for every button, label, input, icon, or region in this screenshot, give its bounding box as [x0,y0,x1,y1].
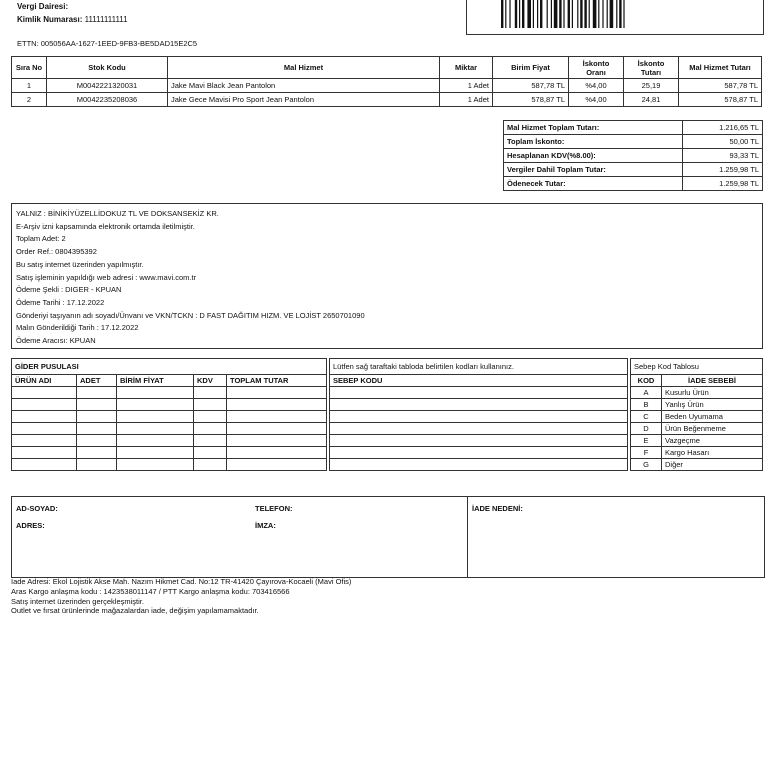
col-header: TOPLAM TUTAR [227,375,327,387]
totals-value: 93,33 TL [683,149,763,163]
table-cell: M0042235208036 [47,93,168,107]
phone-label: TELEFON: [255,504,293,513]
blank-cell[interactable] [12,411,77,423]
reason-row [631,399,763,411]
reason-text: Kargo Hasarı [662,447,763,459]
reason-row [631,447,763,459]
totals-row [504,149,763,163]
footer-line: Satış internet üzerinden gerçekleşmiştir. [11,597,144,606]
totals-row [504,177,763,191]
totals-label: Hesaplanan KDV(%8.00): [504,149,683,163]
barcode-image [501,0,691,28]
reason-text: Yanlış Ürün [662,399,763,411]
reason-row [631,423,763,435]
blank-cell[interactable] [194,447,227,459]
table-cell: 578,87 TL [493,93,569,107]
table-cell: Jake Gece Mavisi Pro Sport Jean Pantolon [168,93,440,107]
return-reason-label: İADE NEDENİ: [472,504,523,513]
id-number-label: Kimlik Numarası: [17,15,83,24]
reason-text: Vazgeçme [662,435,763,447]
blank-cell[interactable] [227,447,327,459]
col-header: Stok Kodu [47,57,168,79]
blank-cell[interactable] [77,423,117,435]
blank-cell[interactable] [12,459,77,471]
blank-cell[interactable] [12,399,77,411]
table-row [12,79,762,93]
totals-value: 50,00 TL [683,135,763,149]
note-line: Gönderiyi taşıyanın adı soyadı/Ünvanı ve VKN/TCKN : D FAST DAĞITIM HIZM. VE LOJİST 2650701090 [16,310,365,320]
blank-cell[interactable] [227,423,327,435]
blank-cell[interactable] [194,459,227,471]
reason-code: D [631,423,662,435]
footer-line: Aras Kargo anlaşma kodu : 1423538011147 / PTT Kargo anlaşma kodu: 703416566 [11,587,290,596]
blank-row [12,387,327,399]
blank-cell[interactable] [194,387,227,399]
blank-cell[interactable] [194,423,227,435]
blank-cell[interactable] [77,399,117,411]
reason-text: Diğer [662,459,763,471]
col-header: Mal Hizmet Tutarı [679,57,762,79]
blank-cell[interactable] [194,399,227,411]
table-cell: 587,78 TL [679,79,762,93]
totals-label: Toplam İskonto: [504,135,683,149]
note-line: Ödeme Tarihi : 17.12.2022 [16,297,105,307]
blank-row [330,459,628,471]
footer-line: İade Adresi: Ekol Lojistik Akse Mah. Nazım Hikmet Cad. No:12 TR-41420 Çayırova-Kocaeli (Mavi Ofis) [11,577,352,586]
table-cell: 587,78 TL [493,79,569,93]
reason-code: A [631,387,662,399]
col-header: Mal Hizmet [168,57,440,79]
reason-row [631,435,763,447]
blank-row [12,423,327,435]
name-label: AD-SOYAD: [16,504,58,513]
reason-text: Kusurlu Ürün [662,387,763,399]
col-header: İskonto Tutarı [624,57,679,79]
table-cell: %4,00 [569,79,624,93]
note-line: Satış işleminin yapıldığı web adresi : www.mavi.com.tr [16,272,197,282]
blank-cell[interactable] [117,411,194,423]
barcode-box [466,0,764,35]
reason-code-table [329,358,628,471]
note-line: Order Ref.: 0804395392 [16,247,97,257]
table-cell: M0042221320031 [47,79,168,93]
totals-label: Vergiler Dahil Toplam Tutar: [504,163,683,177]
notes-box [11,203,763,349]
table-cell: 578,87 TL [679,93,762,107]
blank-cell[interactable] [117,387,194,399]
reason-code: G [631,459,662,471]
id-number-line [17,15,128,24]
reason-code: F [631,447,662,459]
col-header: Miktar [440,57,493,79]
reason-row [631,459,763,471]
blank-row [330,435,628,447]
items-header-row [12,57,762,79]
totals-row [504,121,763,135]
reason-code-header: SEBEP KODU [330,375,628,387]
blank-cell[interactable] [330,447,628,459]
blank-cell[interactable] [117,435,194,447]
blank-cell[interactable] [12,423,77,435]
totals-row [504,135,763,149]
footer-line: Outlet ve fırsat ürünlerinde mağazalardan iade, değişim yapılamamaktadır. [11,606,259,615]
blank-row [12,447,327,459]
reason-code: E [631,435,662,447]
expense-slip-title: GİDER PUSULASI [12,359,327,375]
blank-cell[interactable] [227,411,327,423]
reason-text: Ürün Beğenmeme [662,423,763,435]
blank-cell[interactable] [12,447,77,459]
divider [467,497,468,577]
table-cell: Jake Mavi Black Jean Pantolon [168,79,440,93]
col-header: KOD [631,375,662,387]
blank-cell[interactable] [77,447,117,459]
col-header: Birim Fiyat [493,57,569,79]
address-label: ADRES: [16,521,45,530]
blank-cell[interactable] [330,435,628,447]
blank-cell[interactable] [117,399,194,411]
blank-cell[interactable] [227,435,327,447]
reason-lookup-title: Sebep Kod Tablosu [631,359,763,375]
blank-cell[interactable] [12,435,77,447]
blank-cell[interactable] [77,435,117,447]
id-number-value: 11111111111 [84,15,128,24]
reason-row [631,387,763,399]
blank-cell[interactable] [77,387,117,399]
blank-cell[interactable] [117,423,194,435]
blank-cell[interactable] [330,411,628,423]
blank-cell[interactable] [117,447,194,459]
table-cell: %4,00 [569,93,624,107]
blank-row [12,435,327,447]
col-header: İADE SEBEBİ [662,375,763,387]
blank-cell[interactable] [227,399,327,411]
totals-value: 1.259,98 TL [683,177,763,191]
items-table [11,56,762,107]
totals-table [503,120,763,191]
blank-row [330,399,628,411]
note-line: Ödeme Şekli : DIGER - KPUAN [16,285,122,295]
blank-cell[interactable] [77,459,117,471]
blank-cell[interactable] [77,411,117,423]
blank-row [12,399,327,411]
blank-row [12,459,327,471]
table-cell: 2 [12,93,47,107]
reason-instruction: Lütfen sağ taraftaki tabloda belirtilen kodları kullanınız. [330,359,628,375]
tax-office-label: Vergi Dairesi: [17,2,69,11]
blank-cell[interactable] [194,435,227,447]
blank-cell[interactable] [330,399,628,411]
table-cell: 1 Adet [440,93,493,107]
reason-code: C [631,411,662,423]
totals-value: 1.216,65 TL [683,121,763,135]
totals-row [504,163,763,177]
totals-label: Ödenecek Tutar: [504,177,683,191]
ettn: ETTN: 005056AA-1627-1EED-9FB3-BE5DAD15E2C5 [17,39,198,48]
table-cell: 25,19 [624,79,679,93]
note-line: Ödeme Aracısı: KPUAN [16,336,96,345]
table-cell: 1 Adet [440,79,493,93]
blank-row [12,411,327,423]
note-line: YALNIZ : BİNİKİYÜZELLİDOKUZ TL VE DOKSANSEKİZ KR. [16,209,219,218]
blank-cell[interactable] [117,459,194,471]
col-header: Sıra No [12,57,47,79]
signature-label: İMZA: [255,521,276,530]
blank-row [330,387,628,399]
blank-row [330,423,628,435]
col-header: ADET [77,375,117,387]
note-line: Bu satış internet üzerinden yapılmıştır. [16,259,144,269]
return-form-box [11,496,765,578]
blank-row [330,447,628,459]
col-header: ÜRÜN ADI [12,375,77,387]
col-header: KDV [194,375,227,387]
blank-row [330,411,628,423]
note-line: E-Arşiv izni kapsamında elektronik ortamda iletilmiştir. [16,221,195,231]
reason-lookup-table [630,358,763,471]
totals-value: 1.259,98 TL [683,163,763,177]
blank-cell[interactable] [330,423,628,435]
expense-slip-table [11,358,327,471]
reason-code: B [631,399,662,411]
blank-cell[interactable] [12,387,77,399]
blank-cell[interactable] [227,387,327,399]
totals-label: Mal Hizmet Toplam Tutarı: [504,121,683,135]
reason-row [631,411,763,423]
col-header: İskonto Oranı [569,57,624,79]
note-line: Toplam Adet: 2 [16,234,66,244]
col-header: BİRİM FİYAT [117,375,194,387]
note-line: Malın Gönderildiği Tarih : 17.12.2022 [16,323,139,333]
reason-text: Beden Uyumama [662,411,763,423]
blank-cell[interactable] [330,459,628,471]
blank-cell[interactable] [194,411,227,423]
blank-cell[interactable] [227,459,327,471]
table-cell: 1 [12,79,47,93]
table-row [12,93,762,107]
table-cell: 24,81 [624,93,679,107]
blank-cell[interactable] [330,387,628,399]
